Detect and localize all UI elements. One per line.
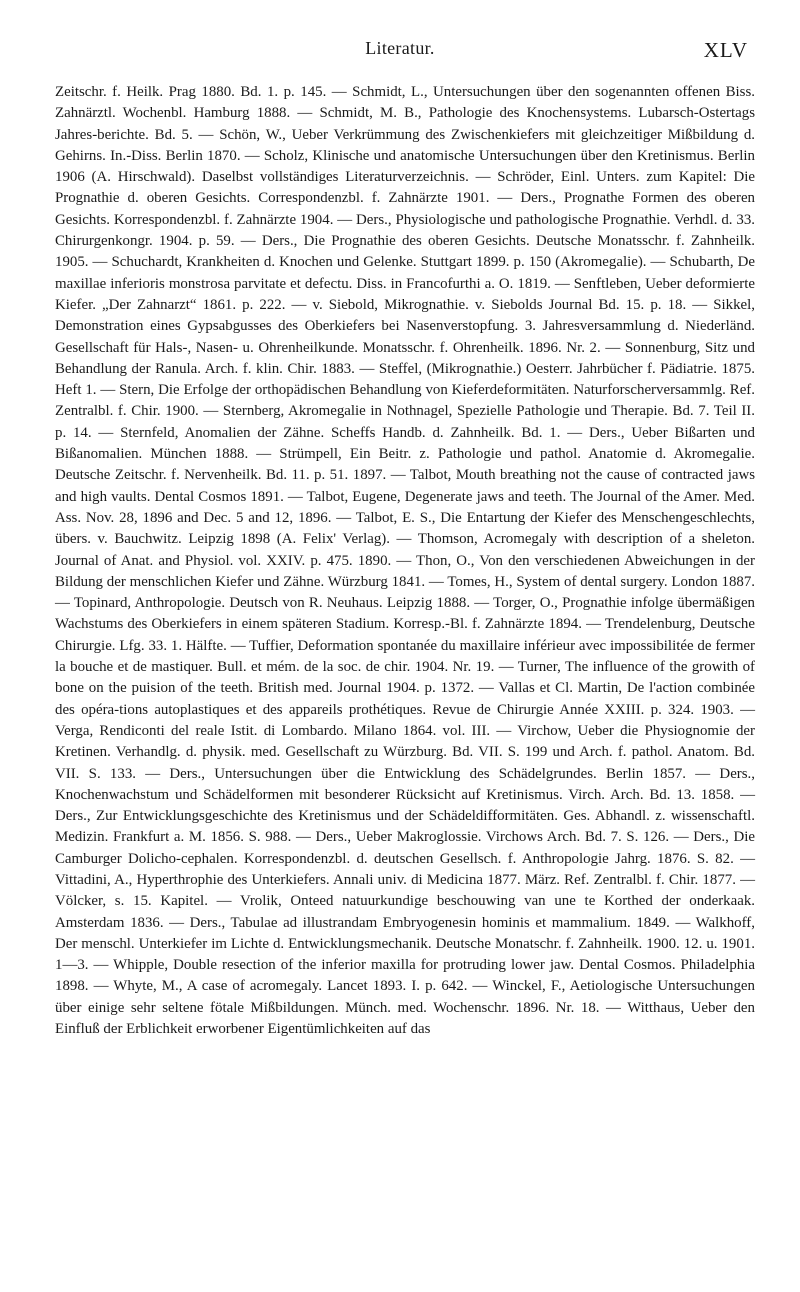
running-title: Literatur. (365, 38, 435, 58)
bibliography-text: Zeitschr. f. Heilk. Prag 1880. Bd. 1. p. 145. — Schmidt, L., Untersuchungen über den sogenannten offenen Biss. Zahnärztl. Wochenbl. Hamburg 1888. — Schmidt, M. B., Pathologie des Knochensystems. Lubarsch-Ostertags Jahres-berichte. Bd. 5. — Schön, W., Ueber Verkrümmung des Zwischenkiefers mit gleichzeitiger Mißbildung d. Gehirns. In.-Diss. Berlin 1870. — Scholz, Klinische und anatomische Untersuchungen über den Kretinismus. Berlin 1906 (A. Hirschwald). Daselbst vollständiges Literaturverzeichnis. — Schröder, Einl. Unters. zum Kapitel: Die Prognathie d. oberen Gesichts. Correspondenzbl. f. Zahnärzte 1901. — Ders., Prognathe Formen des oberen Gesichts. Korrespondenzbl. f. Zahnärzte 1904. — Ders., Physiologische und pathologische Prognathie. Verhdl. d. 33. Chirurgenkongr. 1904. p. 59. — Ders., Die Prognathie des oberen Gesichts. Deutsche Monatsschr. f. Zahnheilk. 1905. — Schuchardt, Krankheiten d. Knochen und Gelenke. Stuttgart 1899. p. 150 (Akromegalie). — Schubarth, De maxillae inferioris monstrosa parvitate et defectu. Diss. in Francofurthi a. O. 1819. — Senftleben, Ueber deformierte Kiefer. „Der Zahnarzt“ 1861. p. 222. — v. Siebold, Mikrognathie. v. Siebolds Journal Bd. 15. p. 18. — Sikkel, Demonstration eines Gypsabgusses des Oberkiefers bei Nasenverstopfung. 3. Jahresversammlung d. Niederländ. Gesellschaft für Hals-, Nasen- u. Ohrenheilkunde. Monatsschr. f. Ohrenheilk. 1896. Nr. 2. — Sonnenburg, Sitz und Behandlung der Ranula. Arch. f. klin. Chir. 1883. — Steffel, (Mikrognathie.) Oesterr. Jahrbücher f. Pädiatrie. 1875. Heft 1. — Stern, Die Erfolge der orthopädischen Behandlung von Kieferdeformitäten. Naturforscherversammlg. Ref. Zentralbl. f. Chir. 1900. — Sternberg, Akromegalie in Nothnagel, Spezielle Pathologie und Therapie. Bd. 7. Teil II. p. 14. — Sternfeld, Anomalien der Zähne. Scheffs Handb. d. Zahnheilk. Bd. 1. — Ders., Ueber Bißarten und Bißanomalien. München 1888. — Strümpell, Ein Beitr. z. Pathologie und pathol. Anatomie d. Akromegalie. Deutsche Zeitschr. f. Nervenheilk. Bd. 11. p. 51. 1897. — Talbot, Mouth breathing not the cause of contracted jaws and high vaults. Dental Cosmos 1891. — Talbot, Eugene, Degenerate jaws and teeth. The Journal of the Amer. Med. Ass. Nov. 28, 1896 and Dec. 5 and 12, 1896. — Talbot, E. S., Die Entartung der Kiefer des Menschengeschlechts, übers. v. Bauchwitz. Leipzig 1898 (A. Felix' Verlag). — Thomson, Acromegaly with description of a sheleton. Journal of Anat. and Physiol. vol. XXIV. p. 475. 1890. — Thon, O., Von den verschiedenen Abweichungen in der Bildung der menschlichen Kiefer und Zähne. Würzburg 1841. — Tomes, H., System of dental surgery. London 1887. — Topinard, Anthropologie. Deutsch von R. Neuhaus. Leipzig 1888. — Torger, O., Prognathie infolge übermäßigen Wachstums des Oberkiefers in einem späteren Stadium. Korresp.-Bl. f. Zahnärzte 1894. — Trendelenburg, Deutsche Chirurgie. Lfg. 33. 1. Hälfte. — Tuffier, Deformation spontanée du maxillaire inférieur avec impossibilitée de fermer la bouche et de mastiquer. Bull. et mém. de la soc. de chir. 1904. Nr. 19. — Turner, The influence of the growith of bone on the puision of the teeth. British med. Journal 1904. p. 1372. — Vallas et Cl. Martin, De l'action combinée des opéra-tions autoplastiques et des appareils prothétiques. Revue de Chirurgie Année XXIII. p. 324. 1903. — Verga, Rendiconti del reale Istit. di Lombardo. Milano 1864. vol. III. — Virchow, Ueber die Physiognomie der Kretinen. Verhandlg. d. physik. med. Gesellschaft zu Würzburg. Bd. VII. S. 199 und Arch. f. pathol. Anatom. Bd. VII. S. 133. — Ders., Untersuchungen über die Entwicklung des Schädelgrundes. Berlin 1857. — Ders., Knochenwachstum und Schädelformen mit besonderer Rücksicht auf Kretinismus. Virch. Arch. Bd. 13. 1858. — Ders., Zur Entwicklungsgeschichte des Kretinismus und der Schädeldifformitäten. Ges. Abhandl. z. wissenschaftl. Medizin. Frankfurt a. M. 1856. S. 988. — Ders., Ueber Makroglossie. Virchows Arch. Bd. 7. S. 126. — Ders., Die Camburger Dolicho-cephalen. Korrespondenzbl. d. deutschen Gesellsch. f. Anthropologie Jahrg. 1876. S. 82. — Vittadini, A., Hyperthrophie des Unterkiefers. Annali univ. di Medicina 1877. März. Ref. Zentralbl. f. Chir. 1877. — Völcker, s. 15. Kapitel. — Vrolik, Onteed natuurkundige beschouwing van une te Korthed der onderkaak. Amsterdam 1836. — Ders., Tabulae ad illustrandam Embryogenesin hominis et mammalium. 1849. — Walkhoff, Der menschl. Unterkiefer im Lichte d. Entwicklungsmechanik. Deutsche Monatschr. f. Zahnheilk. 1900. 12. u. 1901. 1—3. — Whipple, Double resection of the inferior maxilla for protruding lower jaw. Dental Cosmos. Philadelphia 1898. — Whyte, M., A case of acromegaly. Lancet 1893. I. p. 642. — Winckel, F., Aetiologische Untersuchungen über einige sehr seltene fötale Mißbildungen. Münch. med. Wochenschr. 1896. Nr. 18. — Witthaus, Ueber den Einfluß der Erblichkeit erworbener Eigentümlichkeiten auf das (55, 84, 755, 1038)
page-number: XLV (703, 38, 748, 62)
running-head (0, 38, 800, 68)
